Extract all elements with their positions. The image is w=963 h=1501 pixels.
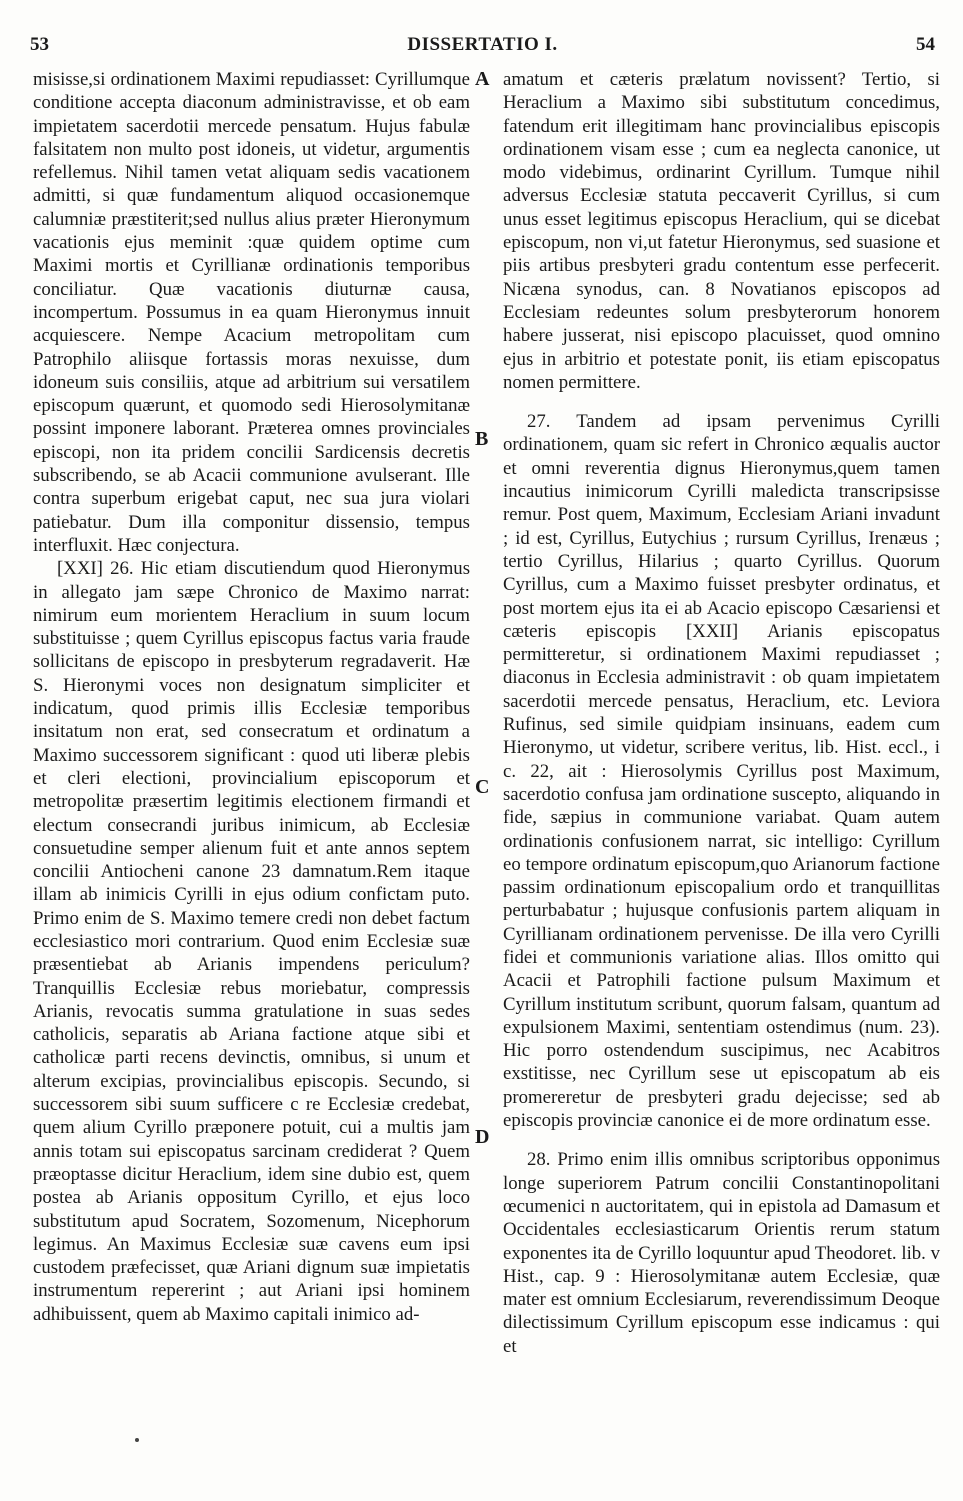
right-column: [503, 68, 940, 1358]
right-paragraph-2: 27. Tandem ad ipsam pervenimus Cyrilli ordinationem, quam sic refert in Chronico æqualis auctor et omni reverentia dignus Hieronymus,quem tamen incautius inimicorum Cyrilli maledicta transcripsisse remur. Post quem, Maximum, Ecclesiam Ariani invadunt ; id est, Cyrillus, Eutychius ; rursum Cyrillus, Irenæus ; tertio Cyrillus, Hilarius ; quarto Cyrillus. Quorum Cyrillus, cum a Maximo fuisset presbyter ordinatus, et post mortem ejus ita ei ab Acacio episcopo Cæsariensi et cæteris episcopis [XXII] Arianis episcopatus permitteretur, si ordinationem Maximi repudiasset ; diaconus in Ecclesia administravit : ob quam impietatem sacerdotii mercede pensatus, Heraclium, etc. Leviora Rufinus, sed simile quidpiam insinuans, eadem cum Hieronymo, ut videtur, scribere veritus, lib. Hist. eccl., i c. 22, ait : Hierosolymis Cyrillus post Maximum, sacerdotio confusa jam ordinatione suscepto, aliquando in fide, sæpius in communione variabat. Quam autem ordinationis confusionem narrat, sic intelligo: Cyrillum eo tempore ordinatum episcopum,quo Arianorum factione passim ordinationum episcopalium ordo et tranquillitas perturbabatur ; hujusque confusionis partem aliquam in Cyrillianam ordinationem pervenisse. De illa vero Cyrilli fidei et communionis variatione alias. Illos omitto qui Acacii et Patrophili factione pulsum Maximum et Cyrillum institutum scribunt, quorum falsam, quantum ad expulsionem Maximi, sententiam ostendimus (num. 23). Hic porro ostendendum suscipimus, nec Acabitros exstitisse, nec Cyrillum sese ut episcopatum ab eis promereretur de presbyteri gradu dejecisse; sed ab episcopis provinciæ canonice ei de more ordinatum esse.: [503, 411, 940, 1132]
left-paragraph-2: [XXI] 26. Hic etiam discutiendum quod Hieronymus in allegato jam sæpe Chronico de Maximo narrat: nimirum eum morientem Heraclium in suum locum substituisse ; quem Cyrillus episcopus factus varia fraude sollicitans de episcopo in presbyterum regradaverit. Hæ S. Hieronymi voces non designatum simpliciter et indicatum, quod primis illis Ecclesiæ temporibus insitatum non erat, sed consecratum et ordinatum a Maximo successorem significant : quod uti liberæ plebis et cleri electioni, provincialium episcoporum et metropolitæ præsertim legitimis electionem firmandi et electum consecrandi juribus inimicum, ab Ecclesiæ consuetudine semper alienum fuit et ante annos septem concilii Antiocheni canone 23 damnatum.Rem itaque illam ab inimicis Cyrilli in ejus odium confictam puto. Primo enim de S. Maximo temere credi non debet factum ecclesiastico mori contrarium. Quod enim Ecclesiæ suæ præsentiebat ab Arianis impendens periculum? Tranquillis Ecclesiæ rebus moriebatur, compressis Arianis, revocatis summa gratulatione in suas sedes catholicis, separatis ab Ariana factione atque sibi et catholicæ parti recens devinctis, omnibus, si unum et alterum excipias, provincialibus episcopis. Secundo, si successorem sibi suum sufficere c re Ecclesiæ credebat, quem alium Cyrillo præponere potuit, cui a multis jam annis totam sui episcopatus sarcinam crediderat ? Quem præoptasse dicitur Heraclium, idem sine dubio est, quem postea ab Arianis oppositum Cyrillo, et ejus loco substitutum apud Socratem, Sozomenum, Nicephorum legimus. An Maximus Ecclesiæ suæ cavens eum ipsi custodem præfecisset, quæ Ariani dignum suæ impietatis instrumentum repererint ; aut Ariani ipsi hominem adhibuissent, quem ab Maximo capitali inimico ad-: [33, 558, 470, 1325]
margin-marker-c: C: [475, 776, 490, 798]
page-header: [30, 34, 935, 56]
page-number-left: 53: [30, 34, 49, 55]
left-column: [33, 68, 470, 1326]
right-paragraph-3: 28. Primo enim illis omnibus scriptoribus opponimus longe superiorem Patrum concilii Constantinopolitani œcumenici n auctoritatem, qui in epistola ad Damasum et Occidentales ecclesiasticarum Orientis rerum statum exponentes ita de Cyrillo loquuntur apud Theodoret. lib. v Hist., cap. 9 : Hierosolymitanæ autem Ecclesiæ, quæ mater est omnium Ecclesiarum, reverendissimum Deoque dilectissimum Cyrillum episcopum esse indicamus : qui et: [503, 1149, 940, 1357]
left-paragraph-1: misisse,si ordinationem Maximi repudiasset: Cyrillumque conditione accepta diaconum administravisse, et ob eam impietatem sacerdotii mercede pensatum. Hujus fabulæ falsitatem non multo post idoneis, ut videtur, argumentis refellemus. Nihil tamen vetat aliquam sedis vacationem admitti, si quæ fundamentum aliquod occasionemque calumniæ præstiterit;sed nullus alius præter Hieronymum vacationis ejus meminit :quæ quidem optime cum Maximi mortis et Cyrillianæ ordinationis temporibus conciliatur. Quæ vacationis diuturnæ causa, incompertum. Possumus in ea quam Hieronymus innuit acquiescere. Nempe Acacium metropolitam cum Patrophilo aliisque fortassis moras nexuisse, dum idoneum suis consiliis, atque ad arbitrium sui versatilem episcopum quærunt, et quomodo sedi Hierosolymitanæ possint imponere laborant. Præterea omnes provinciales episcopi, non ita pridem concilii Sardicensis decretis subscribendo, se ab Acacii communione avulserant. Ille contra superbum erigebat caput, nec sua jura violari patiebatur. Dum illa componitur dissensio, tempus interfluxit. Hæc conjectura.: [33, 69, 470, 556]
right-paragraph-1: amatum et cæteris prælatum novissent? Tertio, si Heraclium a Maximo sibi substitutum concedimus, fatendum erit illegitimam hanc provincialibus episcopis ordinationem visam esse ; cum ea neglecta canonice, ut modo videbimus, ordinarint Cyrillum. Tumque nihil adversus Ecclesiæ statuta peccaverit Cyrillus, si cum unus esset legitimus episcopus Heraclium, qui se dicebat episcopum, non vi,ut fatetur Hieronymus, sed suasione et piis artibus presbyteri gradu contentum esse perfecerit. Nicæna synodus, can. 8 Novatianos episcopos ad Ecclesiam redeuntes solum presbyterorum honorem habere jusserat, nisi episcopo placuisset, quod omnino ejus in arbitrio et potestate ponit, iis etiam episcopatus nomen permittere.: [503, 69, 940, 393]
margin-marker-d: D: [475, 1126, 490, 1148]
margin-marker-b: B: [475, 428, 489, 450]
print-speck: [135, 1438, 139, 1442]
running-title: DISSERTATIO I.: [407, 34, 558, 55]
page-number-right: 54: [916, 34, 935, 55]
margin-marker-a: A: [475, 68, 490, 90]
